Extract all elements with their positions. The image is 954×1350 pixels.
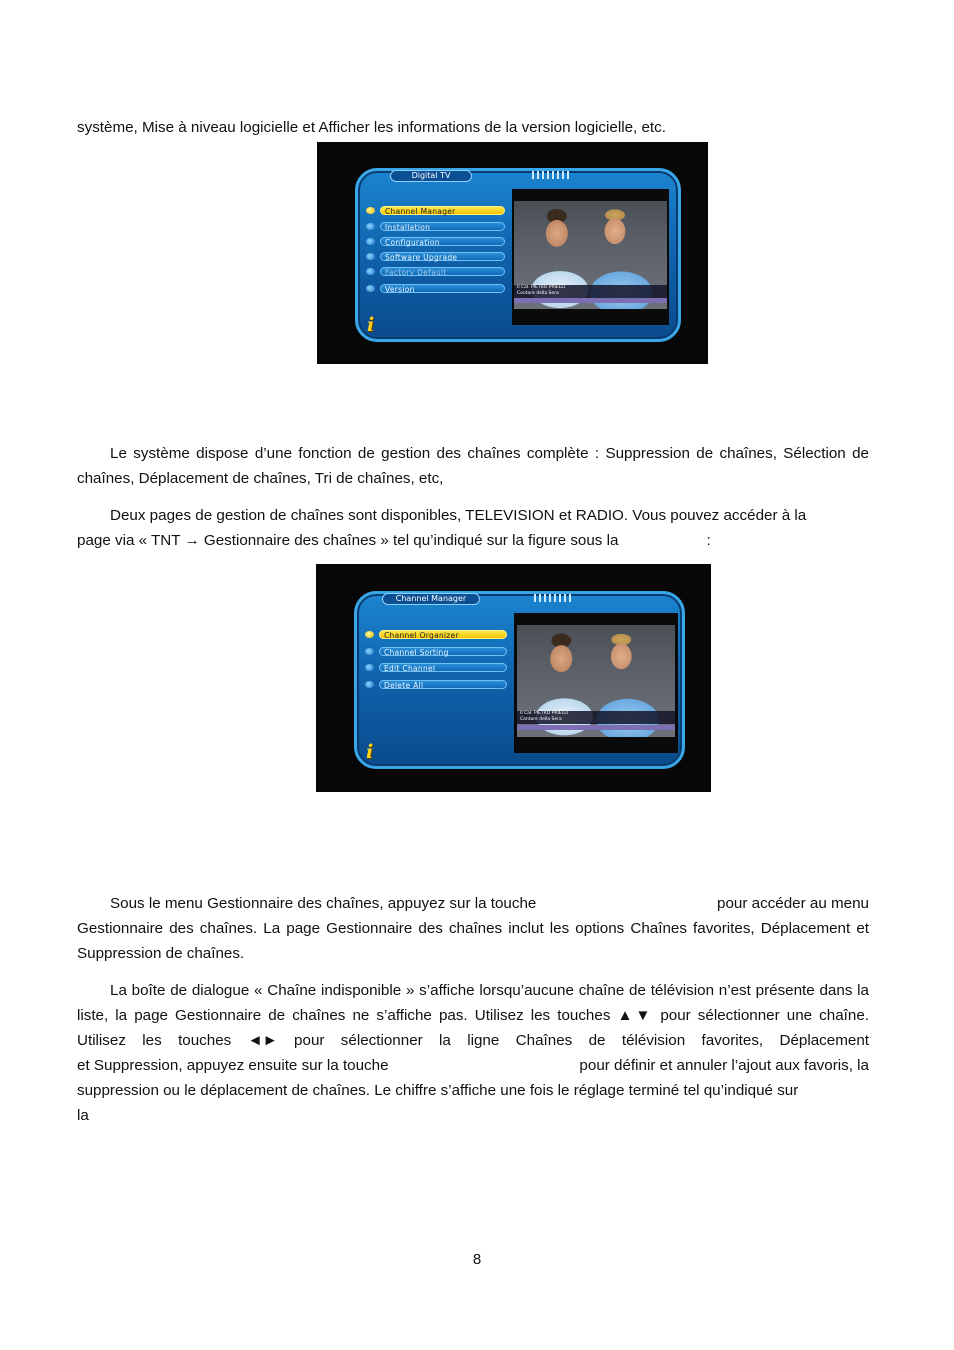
menu-bullet-icon: [366, 207, 375, 214]
submenu-rest: Gestionnaire des chaînes. La page Gestionnaire des chaînes inclut les options Chaînes favorites, Déplacement et Suppression de chaînes.: [77, 920, 869, 962]
preview-caption: [517, 711, 675, 724]
pages-line2-colon: :: [706, 532, 711, 549]
paragraph-channel-management: Le système dispose d’une fonction de gestion des chaînes complète : Suppression de chaînes, Sélection de chaînes, Déplacement de chaînes, Tri de chaînes, etc,: [77, 445, 869, 487]
menu-bullet-icon: [366, 285, 375, 292]
menu-bullet-icon: [366, 238, 375, 245]
dialog-line4-b: pour définir et annuler l’ajout aux favoris, la: [579, 1057, 869, 1074]
video-preview: [514, 613, 678, 753]
menu-bullet-icon: [366, 223, 375, 230]
digital-tv-menu-screenshot: [317, 142, 708, 364]
paragraph-dialog: [77, 978, 869, 1128]
info-icon: i: [367, 314, 375, 336]
dialog-line5: suppression ou le déplacement de chaînes. Le chiffre s’affiche une fois le réglage terminé tel qu’indiqué sur: [77, 1082, 799, 1099]
menu-title: Digital TV: [390, 170, 472, 182]
submenu-line1-b: pour accéder au menu: [717, 895, 869, 912]
menu-item-configuration[interactable]: Configuration: [380, 237, 505, 246]
menu-bullet-icon: [365, 681, 374, 688]
submenu-line1-a: Sous le menu Gestionnaire des chaînes, appuyez sur la touche: [110, 895, 537, 912]
menu-bullet-icon: [365, 648, 374, 655]
menu-item-version[interactable]: Version: [380, 284, 505, 293]
menu-item-software-upgrade[interactable]: Software Upgrade: [380, 252, 505, 261]
menu-item-channel-sorting[interactable]: Channel Sorting: [379, 647, 507, 656]
video-preview: [512, 189, 669, 325]
paragraph-pages-line1: Deux pages de gestion de chaînes sont disponibles, TELEVISION et RADIO. Vous pouvez accéder à la: [110, 507, 807, 524]
caption-line-1: Il Cal. PIETRO PRIELLI: [520, 711, 569, 716]
menu-item-edit-channel[interactable]: Edit Channel: [379, 663, 507, 672]
paragraph-pages-line2: [77, 528, 711, 553]
preview-ticker: [514, 298, 667, 303]
signal-dots: [534, 594, 571, 602]
signal-dots: [532, 171, 569, 179]
preview-image: [517, 625, 675, 737]
menu-bullet-icon: [365, 664, 374, 671]
dialog-line6: la: [77, 1107, 89, 1124]
preview-caption: [514, 285, 667, 298]
preview-image: [514, 201, 667, 309]
caption-line-2: Contare della Sera: [520, 717, 562, 722]
caption-line-1: Il Cal. PIETRO PRIELLI: [517, 285, 566, 290]
dialog-text: La boîte de dialogue « Chaîne indisponible » s’affiche lorsqu’aucune chaîne de télévision n’est présente dans la liste, la page Gestionnaire de chaînes ne s’affiche pas. Utilisez les touches ▲▼ pour sélectionner une chaîne. Utilisez les touches ◄► pour sélectionner la ligne Chaînes de télévision favorites, Déplacement: [77, 982, 869, 1049]
dialog-line4-a: et Suppression, appuyez ensuite sur la touche: [77, 1057, 389, 1074]
pages-line2-text: page via « TNT → Gestionnaire des chaînes » tel qu’indiqué sur la figure sous la: [77, 532, 619, 549]
page-number: 8: [472, 1251, 482, 1268]
menu-bullet-icon: [366, 253, 375, 260]
paragraph-intro: système, Mise à niveau logicielle et Afficher les informations de la version logicielle, etc.: [77, 119, 666, 136]
paragraph-submenu: [77, 891, 869, 966]
preview-ticker: [517, 725, 675, 730]
menu-bullet-icon: [366, 268, 375, 275]
menu-title: Channel Manager: [382, 593, 480, 605]
menu-item-delete-all[interactable]: Delete All: [379, 680, 507, 689]
menu-item-installation[interactable]: Installation: [380, 222, 505, 231]
menu-bullet-icon: [365, 631, 374, 638]
channel-manager-menu-screenshot: [316, 564, 711, 792]
menu-item-channel-manager[interactable]: Channel Manager: [380, 206, 505, 215]
caption-line-2: Contare della Sera: [517, 291, 559, 296]
menu-item-factory-default[interactable]: Factory Default: [380, 267, 505, 276]
info-icon: i: [366, 741, 374, 763]
menu-item-channel-organizer[interactable]: Channel Organizer: [379, 630, 507, 639]
